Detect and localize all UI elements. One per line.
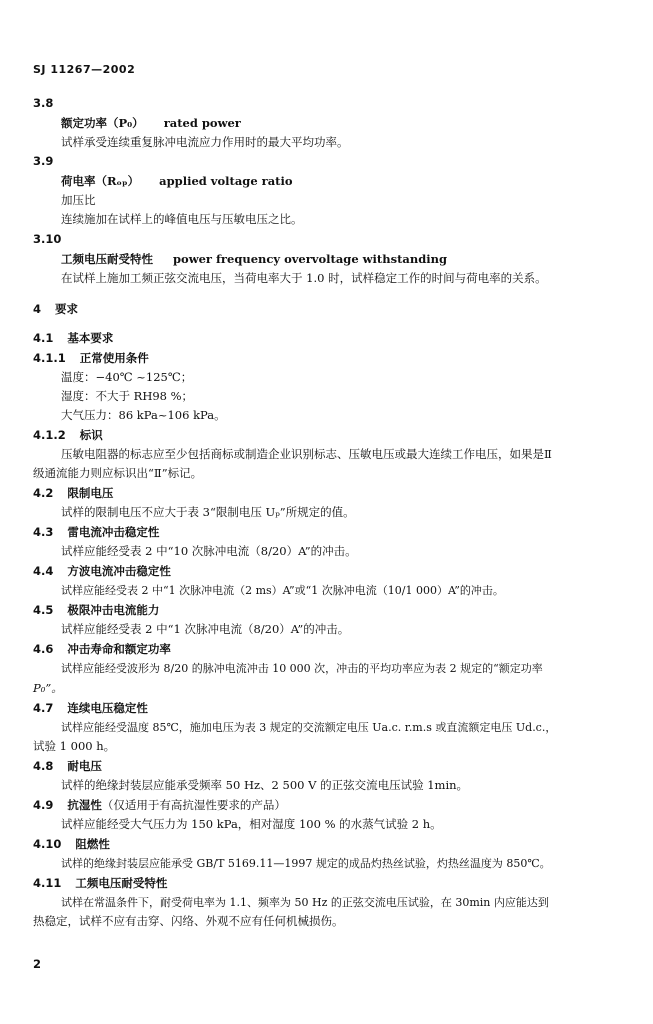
condition-pressure: 大气压力：86 kPa~106 kPa。 <box>61 408 226 422</box>
paragraph-line: 试样应能经受表 2 中“1 次脉冲电流（8/20）A”的冲击。 <box>61 622 350 636</box>
clause-heading <box>33 330 113 346</box>
paragraph-line: 试样应能经受表 2 中“1 次脉冲电流（2 ms）A”或“1 次脉冲电流（10/1 000）A”的冲击。 <box>61 584 504 597</box>
clause-title: 雷电流冲击稳定性 <box>67 525 160 539</box>
clause-number: 4.9 <box>33 798 54 812</box>
paragraph-line: 热稳定，试样不应有击穿、闪络、外观不应有任何机械损伤。 <box>33 914 344 928</box>
clause-title: 连续电压稳定性 <box>67 701 148 715</box>
clause-heading <box>33 602 159 618</box>
clause-heading <box>33 700 148 716</box>
paragraph-line: 试样的绝缘封装层应能承受频率 50 Hz、2 500 V 的正弦交流电压试验 1min。 <box>61 778 469 792</box>
clause-number: 4.1.1 <box>33 351 66 365</box>
clause-title: 限制电压 <box>67 486 114 500</box>
term-title <box>61 251 447 267</box>
clause-number: 4.1 <box>33 331 54 345</box>
clause-title: 正常使用条件 <box>79 351 149 365</box>
term-zh: 荷电率（Rₒₚ） <box>61 174 140 188</box>
clause-number: 3.10 <box>33 232 62 246</box>
clause-heading <box>33 836 110 852</box>
term-definition: 试样承受连续重复脉冲电流应力作用时的最大平均功率。 <box>61 135 349 149</box>
paragraph-line: 试样应能经受表 2 中“10 次脉冲电流（8/20）A”的冲击。 <box>61 544 357 558</box>
page-number: 2 <box>33 957 42 971</box>
paragraph-line: 压敏电阻器的标志应至少包括商标或制造企业识别标志、压敏电压或最大连续工作电压，如果是Ⅱ <box>61 447 552 461</box>
clause-number: 3.8 <box>33 96 54 110</box>
clause-number: 4.8 <box>33 759 54 773</box>
paragraph-line: 试样应能经受大气压力为 150 kPa，相对湿度 100 % 的水蒸气试验 2 h。 <box>61 817 442 831</box>
clause-heading <box>33 875 167 891</box>
clause-number: 4.4 <box>33 564 54 578</box>
paragraph-line: 试样的限制电压不应大于表 3“限制电压 Uₚ”所规定的值。 <box>61 505 355 519</box>
term-alt-name: 加压比 <box>61 193 96 207</box>
clause-number: 4.11 <box>33 876 62 890</box>
paragraph-line: 试样应能经受温度 85℃，施加电压为表 3 规定的交流额定电压 Ua.c. r.m.s 或直流额定电压 Ud.c.， <box>61 721 557 734</box>
condition-humidity: 湿度：不大于 RH98 %； <box>61 389 194 403</box>
term-title <box>61 115 241 131</box>
term-zh: 额定功率（P₀） <box>61 116 144 130</box>
term-en: rated power <box>163 116 241 130</box>
clause-title: 冲击寿命和额定功率 <box>67 642 171 656</box>
term-title <box>61 173 293 189</box>
clause-heading <box>33 563 171 579</box>
term-definition: 连续施加在试样上的峰值电压与压敏电压之比。 <box>61 212 303 226</box>
paragraph-line: P₀”。 <box>33 681 63 695</box>
clause-heading <box>33 797 286 813</box>
paragraph-line: 试样应能经受波形为 8/20 的脉冲电流冲击 10 000 次，冲击的平均功率应为表 2 规定的“额定功率 <box>61 662 543 675</box>
term-en: power frequency overvoltage withstanding <box>173 252 448 266</box>
clause-title-note: （仅适用于有高抗湿性要求的产品） <box>101 798 286 812</box>
clause-number: 4.7 <box>33 701 54 715</box>
paragraph-line: 试样的绝缘封装层应能承受 GB/T 5169.11—1997 规定的成品灼热丝试验，灼热丝温度为 850℃。 <box>61 857 551 870</box>
clause-title: 抗湿性 <box>67 798 102 812</box>
clause-number: 4.6 <box>33 642 54 656</box>
paragraph-line: 试验 1 000 h。 <box>33 739 116 753</box>
term-en: applied voltage ratio <box>159 174 293 188</box>
clause-title: 工频电压耐受特性 <box>75 876 168 890</box>
clause-title: 极限冲击电流能力 <box>67 603 160 617</box>
clause-title: 基本要求 <box>67 331 114 345</box>
term-definition: 在试样上施加工频正弦交流电压，当荷电率大于 1.0 时，试样稳定工作的时间与荷电率的关系。 <box>61 271 547 285</box>
clause-number: 4.1.2 <box>33 428 66 442</box>
clause-heading <box>33 350 149 366</box>
chapter-heading <box>33 301 78 317</box>
chapter-title: 要求 <box>55 302 79 316</box>
clause-title: 耐电压 <box>67 759 102 773</box>
clause-heading <box>33 524 159 540</box>
clause-heading <box>33 758 102 774</box>
clause-heading <box>33 641 171 657</box>
clause-title: 标识 <box>79 428 103 442</box>
clause-title: 方波电流冲击稳定性 <box>67 564 171 578</box>
clause-heading <box>33 485 113 501</box>
term-zh: 工频电压耐受特性 <box>61 252 153 266</box>
clause-title: 阻燃性 <box>75 837 110 851</box>
paragraph-line: 级通流能力则应标识出“Ⅱ”标记。 <box>33 466 203 480</box>
chapter-number: 4 <box>33 302 42 316</box>
standard-number: SJ 11267—2002 <box>33 63 136 76</box>
clause-number: 4.10 <box>33 837 62 851</box>
clause-number: 3.9 <box>33 154 54 168</box>
clause-number: 4.3 <box>33 525 54 539</box>
clause-heading <box>33 427 103 443</box>
clause-number: 4.5 <box>33 603 54 617</box>
clause-number: 4.2 <box>33 486 54 500</box>
condition-temperature: 温度：−40℃ ~125℃； <box>61 370 193 384</box>
paragraph-line: 试样在常温条件下，耐受荷电率为 1.1、频率为 50 Hz 的正弦交流电压试验，在 30min 内应能达到 <box>61 896 549 909</box>
